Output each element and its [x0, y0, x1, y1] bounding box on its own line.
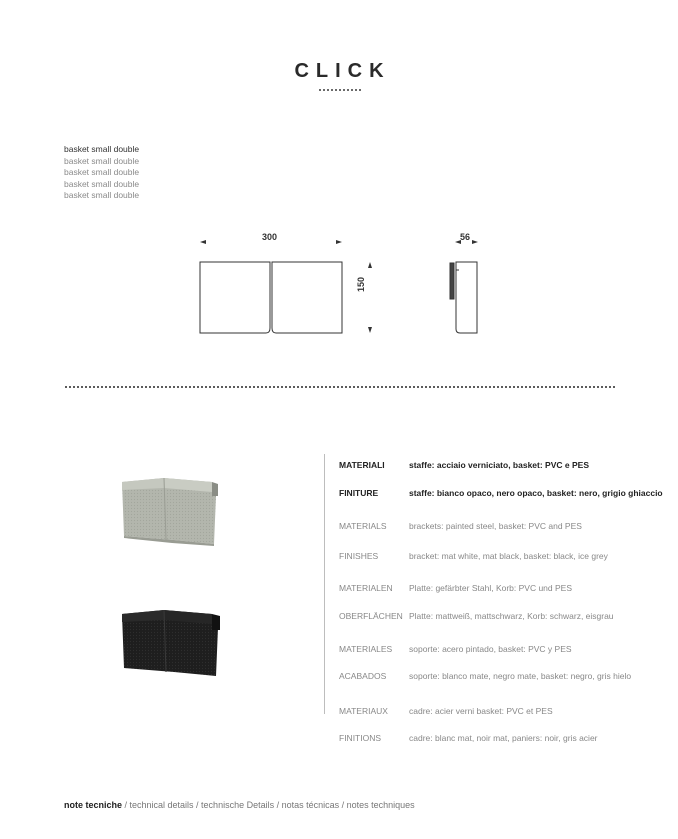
width-dimension-label: 300	[262, 232, 278, 242]
spec-row-materiali	[339, 460, 589, 470]
spec-label: OBERFLÄCHEN	[339, 611, 403, 621]
depth-dimension-label: 56	[460, 232, 471, 242]
spec-row-materialen	[339, 583, 572, 593]
spec-row-finitions	[339, 733, 598, 743]
product-name-it: basket small double	[64, 144, 140, 154]
footer-technical-notes	[64, 800, 415, 810]
spec-row-materials	[339, 521, 582, 531]
spec-value: brackets: painted steel, basket: PVC and PES	[409, 521, 582, 531]
spec-label: MATERIALS	[339, 521, 387, 531]
footer-bold: note tecniche	[64, 800, 123, 810]
footer-rest: / technical details / technische Details / notas técnicas / notes techniques	[122, 800, 415, 810]
spec-value: soporte: blanco mate, negro mate, basket: negro, gris hielo	[409, 671, 632, 681]
front-view-drawing	[200, 262, 342, 333]
spec-row-finiture	[339, 488, 663, 498]
section-separator-dots	[64, 386, 616, 388]
grey-basket-image	[112, 474, 224, 550]
spec-value: cadre: blanc mat, noir mat, paniers: noir, gris acier	[409, 733, 598, 743]
spec-value: bracket: mat white, mat black, basket: black, ice grey	[409, 551, 608, 561]
spec-value: staffe: acciaio verniciato, basket: PVC e PES	[409, 460, 589, 470]
spec-value: Platte: mattweiß, mattschwarz, Korb: schwarz, eisgrau	[409, 611, 614, 621]
spec-row-oberflaechen	[339, 611, 614, 621]
side-view-drawing	[450, 262, 477, 333]
spec-value: staffe: bianco opaco, nero opaco, basket: nero, grigio ghiaccio	[409, 488, 663, 498]
page-title: CLICK	[294, 60, 391, 82]
spec-row-materiales	[339, 644, 572, 654]
spec-label: FINITURE	[339, 488, 379, 498]
product-name-es: basket small double	[64, 178, 140, 189]
spec-row-acabados	[339, 671, 631, 681]
spec-label: FINISHES	[339, 551, 379, 561]
spec-value: soporte: acero pintado, basket: PVC y PES	[409, 644, 572, 654]
black-basket-image	[114, 604, 226, 682]
spec-row-finishes	[339, 551, 608, 561]
product-name-de: basket small double	[64, 167, 140, 177]
spec-label: MATERIALEN	[339, 583, 393, 593]
spec-label: MATERIAUX	[339, 706, 388, 716]
technical-drawing	[0, 0, 678, 380]
spec-label: FINITIONS	[339, 733, 382, 743]
specs-divider-line	[324, 454, 325, 714]
spec-label: ACABADOS	[339, 671, 387, 681]
spec-label: MATERIALES	[339, 644, 393, 654]
spec-value: cadre: acier verni basket: PVC et PES	[409, 706, 553, 716]
height-dimension-arrows	[368, 262, 372, 333]
product-name-en: basket small double	[64, 155, 140, 166]
spec-value: Platte: gefärbter Stahl, Korb: PVC und PES	[409, 583, 573, 593]
spec-label: MATERIALI	[339, 460, 385, 470]
spec-row-materiaux	[339, 706, 553, 716]
height-dimension-label: 150	[356, 276, 366, 292]
product-name-fr: basket small double	[64, 190, 140, 200]
